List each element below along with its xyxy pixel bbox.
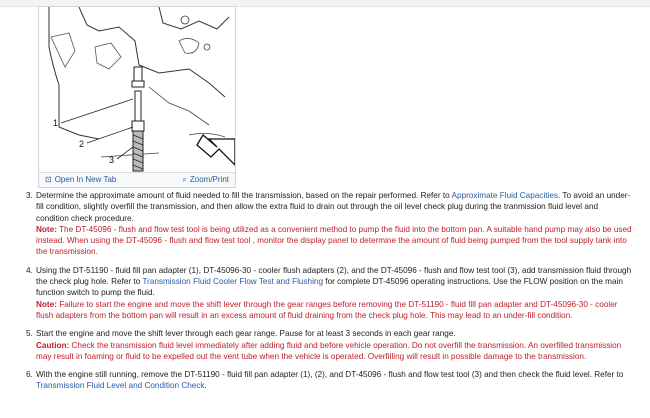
caution-text: Check the transmission fluid level immediately after adding fluid and before vehicle operation. Do not overfill the transmission. An overfilled transmission may result in foaming or fluid to be expelled out the vent tube when the vehicle is operated. Overfilling will result in possible damage to the transmission. [36,340,622,361]
step-text: . To avoid an under-fill condition, slightly overfill the transmission, and then allow the extra fluid to drain out through the oil level check plug during the tranmission fluid level and condition check procedure. [36,191,631,223]
step-text: . [204,381,207,391]
open-in-new-tab-link[interactable] [45,175,116,184]
step-text: Start the engine and move the shift lever through each gear range. Pause for at least 3 seconds in each gear range. [36,329,456,339]
step-4 [26,265,632,321]
step-number: 5. [26,329,33,339]
procedure-steps [26,190,632,399]
step-text: Using the DT-51190 - fluid fill pan adapter (1), DT-45096-30 - cooler flush adapters (2), and the DT-45096 - flush and flow test tool (3), add transmission fluid through the check plug hole. Refer to [36,265,632,287]
note-text: The DT-45096 - flush and flow test tool is being utilized as a convenient method to pump the fluid into the bottom pan. A suitable hand pump may also be used instead. When using the DT-45096 - flush and flow test tool , monitor the display panel to determine the amount of fluid being pumped from the tool supply tank into the transmission. [36,224,632,257]
note-text: Failure to start the engine and move the shift lever through the gear ranges before removing the DT-51190 - fluid fill pan adapter and DT-45096-30 - cooler flush adapters from the bottom pan will result in an excess amount of fluid draining from the check plug hole. This may lead to an under-fill condition. [36,299,618,320]
step-6 [26,369,632,392]
step-number: 3. [26,191,33,200]
callout-2: 2 [79,139,85,149]
step-3 [26,190,632,258]
fluid-level-check-link[interactable]: Transmission Fluid Level and Condition Check [36,381,205,391]
note-label: Note: [36,224,57,234]
zoom-print-label: Zoom/Print [189,175,229,184]
caution [36,341,621,361]
zoom-print-link[interactable] [182,175,229,185]
caution-label: Caution: [36,340,70,350]
cooler-flow-test-link[interactable]: Transmission Fluid Cooler Flow Test and Flushing [142,277,324,287]
open-in-new-tab-label: Open In New Tab [54,175,117,184]
note [36,300,617,320]
new-tab-icon: ⊡ [45,175,52,184]
step-5 [26,328,632,362]
approximate-fluid-capacities-link[interactable]: Approximate Fluid Capacities [451,191,559,200]
figure-toolbar [39,172,235,187]
step-number: 6. [26,370,33,380]
step-text: for complete DT-45096 operating instructions. Use the FLOW position on the main function switch to pump the fluid. [36,277,623,298]
direction-arrow-icon [197,135,235,165]
callout-1: 1 [53,118,59,128]
step-text: Determine the approximate amount of fluid needed to fill the transmission, based on the repair performed. Refer to [36,191,452,200]
step-number: 4. [26,265,33,275]
note-label: Note: [36,299,57,309]
callout-3: 3 [109,155,115,165]
magnifier-icon: ⌕ [182,175,187,184]
illustration-figure [38,6,236,188]
step-text: With the engine still running, remove the DT-51190 - fluid fill pan adapter (1), (2), and DT-45096 - flush and flow test tool (3) and then check the fluid level. Refer to [36,370,624,380]
note [36,225,632,257]
transmission-illustration [39,7,235,173]
